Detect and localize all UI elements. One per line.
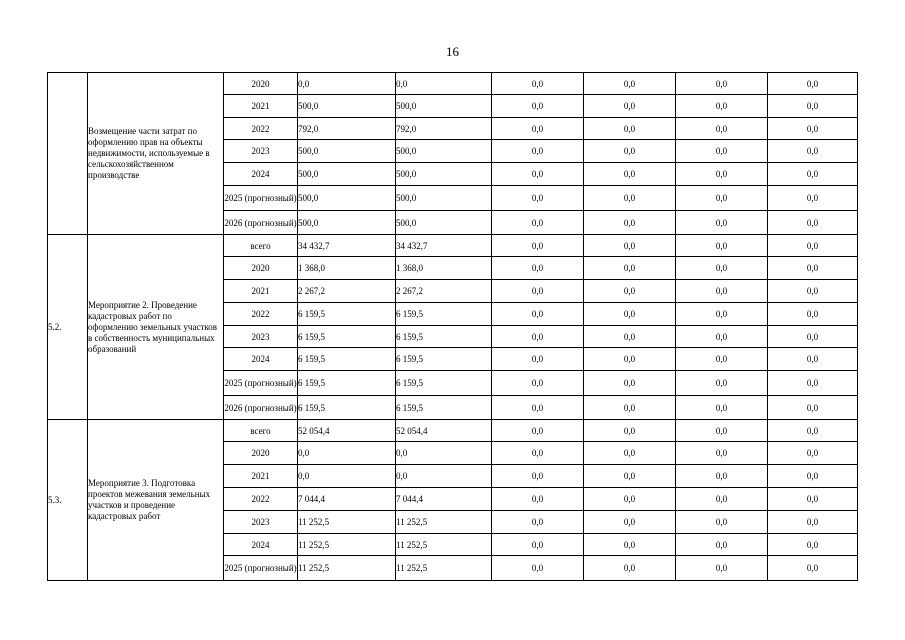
value-cell: 0,0 <box>584 186 676 211</box>
value-cell: 11 252,5 <box>396 534 492 556</box>
table-row <box>48 73 858 95</box>
year-cell: 2024 <box>224 348 298 371</box>
budget-table <box>47 72 858 581</box>
year-cell: 2021 <box>224 280 298 303</box>
year-cell: 2025 (прогнозный) <box>224 371 298 396</box>
value-cell: 0,0 <box>492 140 584 163</box>
value-cell: 0,0 <box>768 118 858 140</box>
table-row <box>48 235 858 257</box>
item-name: Мероприятие 2. Проведение кадастровых работ по оформлению земельных участков в собственность муниципальных образований <box>88 235 224 420</box>
value-cell: 0,0 <box>492 534 584 556</box>
year-cell: 2023 <box>224 140 298 163</box>
value-cell: 0,0 <box>492 442 584 465</box>
value-cell: 0,0 <box>584 326 676 348</box>
value-cell: 0,0 <box>492 488 584 511</box>
value-cell: 0,0 <box>584 534 676 556</box>
value-cell: 7 044,4 <box>396 488 492 511</box>
value-cell: 0,0 <box>676 73 768 95</box>
item-name: Возмещение части затрат по оформлению прав на объекты недвижимости, используемые в сельскохозяйственном производстве <box>88 73 224 235</box>
value-cell: 500,0 <box>298 95 396 118</box>
value-cell: 0,0 <box>396 73 492 95</box>
value-cell: 0,0 <box>676 95 768 118</box>
value-cell: 0,0 <box>492 556 584 581</box>
value-cell: 0,0 <box>676 326 768 348</box>
value-cell: 0,0 <box>492 371 584 396</box>
year-cell: 2023 <box>224 326 298 348</box>
value-cell: 6 159,5 <box>396 303 492 326</box>
value-cell: 0,0 <box>584 73 676 95</box>
value-cell: 11 252,5 <box>298 556 396 581</box>
year-cell: 2024 <box>224 163 298 186</box>
value-cell: 0,0 <box>676 118 768 140</box>
value-cell: 0,0 <box>768 280 858 303</box>
year-cell: 2020 <box>224 73 298 95</box>
value-cell: 0,0 <box>676 140 768 163</box>
value-cell: 7 044,4 <box>298 488 396 511</box>
value-cell: 2 267,2 <box>298 280 396 303</box>
value-cell: 500,0 <box>298 140 396 163</box>
value-cell: 0,0 <box>676 534 768 556</box>
year-cell: 2024 <box>224 534 298 556</box>
year-cell: всего <box>224 420 298 442</box>
value-cell: 0,0 <box>768 556 858 581</box>
value-cell: 34 432,7 <box>396 235 492 257</box>
value-cell: 0,0 <box>676 420 768 442</box>
value-cell: 0,0 <box>768 235 858 257</box>
value-cell: 11 252,5 <box>298 534 396 556</box>
value-cell: 0,0 <box>676 186 768 211</box>
value-cell: 0,0 <box>584 118 676 140</box>
value-cell: 500,0 <box>396 211 492 235</box>
value-cell: 0,0 <box>768 442 858 465</box>
value-cell: 500,0 <box>298 211 396 235</box>
value-cell: 0,0 <box>584 95 676 118</box>
value-cell: 0,0 <box>298 442 396 465</box>
value-cell: 0,0 <box>584 140 676 163</box>
value-cell: 0,0 <box>584 442 676 465</box>
value-cell: 6 159,5 <box>396 326 492 348</box>
value-cell: 0,0 <box>584 348 676 371</box>
value-cell: 0,0 <box>492 95 584 118</box>
year-cell: 2021 <box>224 95 298 118</box>
item-number <box>48 73 88 235</box>
value-cell: 0,0 <box>492 511 584 534</box>
year-cell: 2021 <box>224 465 298 488</box>
value-cell: 0,0 <box>768 186 858 211</box>
value-cell: 52 054,4 <box>298 420 396 442</box>
value-cell: 0,0 <box>584 396 676 420</box>
value-cell: 0,0 <box>676 348 768 371</box>
value-cell: 0,0 <box>584 465 676 488</box>
value-cell: 0,0 <box>492 303 584 326</box>
value-cell: 1 368,0 <box>396 257 492 280</box>
value-cell: 0,0 <box>492 73 584 95</box>
value-cell: 1 368,0 <box>298 257 396 280</box>
year-cell: 2022 <box>224 118 298 140</box>
value-cell: 0,0 <box>492 211 584 235</box>
value-cell: 792,0 <box>298 118 396 140</box>
year-cell: 2022 <box>224 488 298 511</box>
value-cell: 0,0 <box>676 303 768 326</box>
value-cell: 0,0 <box>492 257 584 280</box>
item-number: 5.2. <box>48 235 88 420</box>
value-cell: 2 267,2 <box>396 280 492 303</box>
value-cell: 0,0 <box>676 211 768 235</box>
value-cell: 0,0 <box>492 348 584 371</box>
value-cell: 0,0 <box>768 211 858 235</box>
value-cell: 6 159,5 <box>396 371 492 396</box>
value-cell: 11 252,5 <box>396 556 492 581</box>
year-cell: 2026 (прогнозный) <box>224 396 298 420</box>
value-cell: 0,0 <box>492 163 584 186</box>
year-cell: 2022 <box>224 303 298 326</box>
value-cell: 500,0 <box>298 186 396 211</box>
value-cell: 0,0 <box>492 465 584 488</box>
value-cell: 0,0 <box>492 396 584 420</box>
value-cell: 0,0 <box>492 280 584 303</box>
value-cell: 0,0 <box>676 511 768 534</box>
value-cell: 0,0 <box>676 442 768 465</box>
value-cell: 0,0 <box>492 186 584 211</box>
year-cell: 2025 (прогнозный) <box>224 556 298 581</box>
year-cell: 2025 (прогнозный) <box>224 186 298 211</box>
value-cell: 0,0 <box>768 303 858 326</box>
value-cell: 500,0 <box>396 163 492 186</box>
value-cell: 0,0 <box>676 465 768 488</box>
value-cell: 0,0 <box>676 280 768 303</box>
value-cell: 0,0 <box>584 163 676 186</box>
value-cell: 0,0 <box>584 488 676 511</box>
value-cell: 6 159,5 <box>298 303 396 326</box>
value-cell: 0,0 <box>676 371 768 396</box>
value-cell: 0,0 <box>768 511 858 534</box>
value-cell: 0,0 <box>768 488 858 511</box>
value-cell: 0,0 <box>676 235 768 257</box>
value-cell: 0,0 <box>492 420 584 442</box>
value-cell: 0,0 <box>768 163 858 186</box>
page-number: 16 <box>446 44 459 59</box>
value-cell: 0,0 <box>768 465 858 488</box>
value-cell: 11 252,5 <box>396 511 492 534</box>
year-cell: 2026 (прогнозный) <box>224 211 298 235</box>
value-cell: 0,0 <box>676 163 768 186</box>
value-cell: 6 159,5 <box>396 396 492 420</box>
value-cell: 0,0 <box>676 396 768 420</box>
value-cell: 0,0 <box>676 556 768 581</box>
value-cell: 0,0 <box>768 95 858 118</box>
value-cell: 0,0 <box>584 420 676 442</box>
value-cell: 792,0 <box>396 118 492 140</box>
value-cell: 0,0 <box>768 73 858 95</box>
value-cell: 0,0 <box>298 73 396 95</box>
value-cell: 0,0 <box>396 442 492 465</box>
value-cell: 52 054,4 <box>396 420 492 442</box>
value-cell: 0,0 <box>492 235 584 257</box>
value-cell: 34 432,7 <box>298 235 396 257</box>
value-cell: 0,0 <box>584 303 676 326</box>
value-cell: 6 159,5 <box>298 326 396 348</box>
value-cell: 0,0 <box>768 257 858 280</box>
table-row <box>48 420 858 442</box>
year-cell: 2020 <box>224 442 298 465</box>
value-cell: 0,0 <box>768 371 858 396</box>
value-cell: 0,0 <box>584 280 676 303</box>
value-cell: 500,0 <box>396 95 492 118</box>
year-cell: всего <box>224 235 298 257</box>
value-cell: 0,0 <box>768 420 858 442</box>
value-cell: 0,0 <box>584 257 676 280</box>
value-cell: 500,0 <box>298 163 396 186</box>
value-cell: 0,0 <box>584 371 676 396</box>
value-cell: 0,0 <box>768 348 858 371</box>
value-cell: 0,0 <box>768 140 858 163</box>
value-cell: 0,0 <box>768 534 858 556</box>
value-cell: 500,0 <box>396 140 492 163</box>
value-cell: 500,0 <box>396 186 492 211</box>
value-cell: 0,0 <box>584 556 676 581</box>
value-cell: 0,0 <box>584 235 676 257</box>
value-cell: 0,0 <box>492 118 584 140</box>
value-cell: 0,0 <box>298 465 396 488</box>
value-cell: 0,0 <box>492 326 584 348</box>
value-cell: 6 159,5 <box>298 396 396 420</box>
value-cell: 0,0 <box>768 326 858 348</box>
value-cell: 6 159,5 <box>298 371 396 396</box>
value-cell: 6 159,5 <box>396 348 492 371</box>
year-cell: 2020 <box>224 257 298 280</box>
value-cell: 0,0 <box>396 465 492 488</box>
value-cell: 6 159,5 <box>298 348 396 371</box>
value-cell: 0,0 <box>768 396 858 420</box>
value-cell: 0,0 <box>584 511 676 534</box>
value-cell: 0,0 <box>676 488 768 511</box>
value-cell: 0,0 <box>584 211 676 235</box>
item-name: Мероприятие 3. Подготовка проектов межевания земельных участков и проведение кадастровых работ <box>88 420 224 581</box>
item-number: 5.3. <box>48 420 88 581</box>
year-cell: 2023 <box>224 511 298 534</box>
value-cell: 11 252,5 <box>298 511 396 534</box>
value-cell: 0,0 <box>676 257 768 280</box>
